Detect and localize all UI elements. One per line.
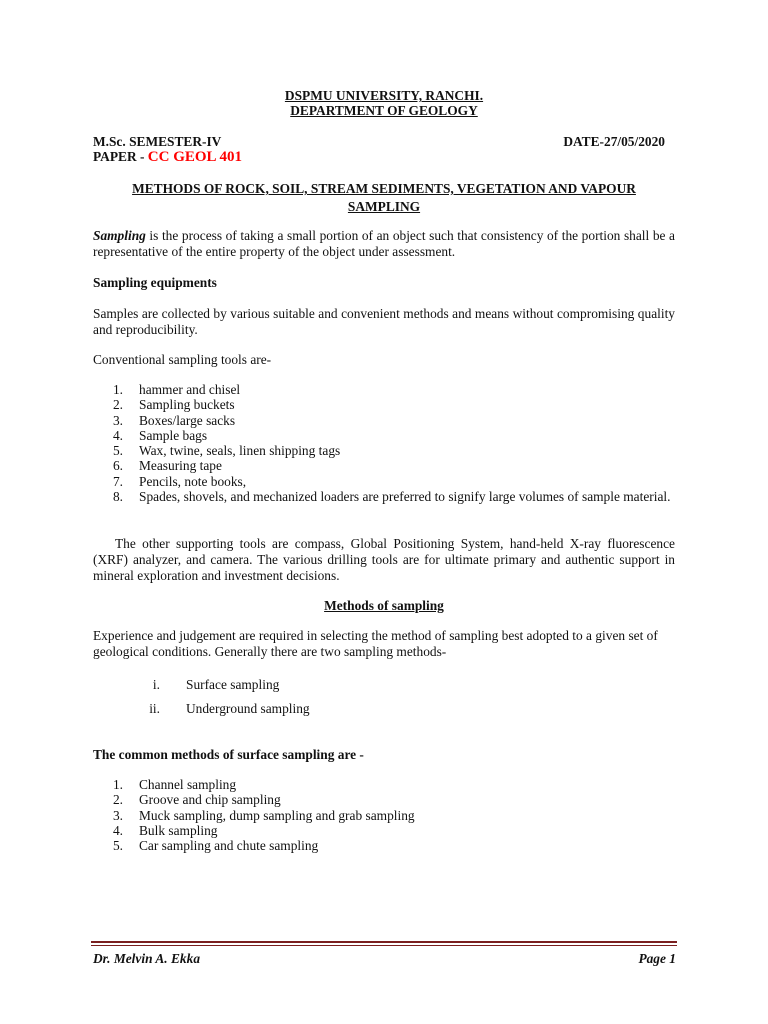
list-item: 5. Car sampling and chute sampling [112,838,319,854]
equipment-paragraph: Samples are collected by various suitable and convenient methods and means without compromising quality and reproducibility. [93,306,675,337]
other-tools-paragraph: The other supporting tools are compass, Global Positioning System, hand-held X-ray fluorescence (XRF) analyzer, and camera. The various drilling tools are for ultimate primary and authentic support in mineral exploration and investment decisions. [93,536,675,583]
document-title-line2: SAMPLING [347,199,421,214]
tools-list [93,382,675,504]
semester-label: M.Sc. SEMESTER-IV [93,134,222,149]
list-item: 4. Sample bags [112,427,208,443]
list-item: 1. hammer and chisel [112,382,241,397]
surface-methods-heading: The common methods of surface sampling are - [93,747,364,762]
surface-methods-list [93,777,675,853]
list-item: 5. Wax, twine, seals, linen shipping tags [112,443,341,459]
list-item: 6. Measuring tape [112,458,222,474]
footer-rule-thin [91,945,677,946]
tools-intro: Conventional sampling tools are- [93,352,272,367]
intro-text: is the process of taking a small portion of an object such that consistency of the portion shall be a representative of the entire property of the object under assessment. [93,228,675,259]
date-label: DATE-27/05/2020 [563,134,665,149]
list-item: 3. Muck sampling, dump sampling and grab sampling [112,807,415,823]
list-item: 4. Bulk sampling [112,822,218,838]
department-name: DEPARTMENT OF GEOLOGY [290,103,478,118]
intro-term: Sampling [93,228,146,243]
document-title-line1: METHODS OF ROCK, SOIL, STREAM SEDIMENTS, VEGETATION AND VAPOUR [132,181,636,196]
list-item: 3. Boxes/large sacks [112,412,236,428]
list-item: 1. Channel sampling [112,777,237,792]
intro-paragraph [93,228,675,260]
paper-prefix: PAPER - [93,149,148,164]
list-item: 2. Groove and chip sampling [112,792,281,808]
paper-code: CC GEOL 401 [147,149,242,165]
equipment-heading: Sampling equipments [93,275,217,290]
list-item: 7. Pencils, note books, [112,473,247,489]
list-item: 2. Sampling buckets [112,397,235,413]
paper-label [93,149,242,166]
list-item: 8. Spades, shovels, and mechanized loaders are preferred to signify large volumes of sample material. [112,489,671,505]
footer-author: Dr. Melvin A. Ekka [93,951,201,966]
methods-heading: Methods of sampling [324,598,444,613]
methods-paragraph: Experience and judgement are required in selecting the method of sampling best adopted to a given set of geological conditions. Generally there are two sampling methods- [93,628,658,659]
university-name: DSPMU UNIVERSITY, RANCHI. [284,88,484,103]
document-page: DSPMU UNIVERSITY, RANCHI. DEPARTMENT OF GEOLOGY M.Sc. SEMESTER-IV DATE-27/05/2020 PAPER - CC GEOL 401 METHODS OF ROCK, SOIL, STREAM SEDIMENTS, VEGETATION AND VAPOUR SAMPLING Sampling is the process of taking a small portion of an object such that consistency of the portion shall be a representative of the entire property of the object under assessment. Sampling equipments Samples are collected by various suitable and convenient methods and means without compromising quality and reproducibility. Conventional sampling tools are- 1. hammer and chisel 2. Sampling buckets 3. Boxes/large sacks 4. Sample bags 5. Wax, twine, seals, linen shipping tags 6. Measuring tape 7. Pencils, note books, 8. Spades, shovels, and mechanized loaders are preferred to signify large volumes of sample material. The other supporting tools are compass, Global Positioning System, hand-held X-ray fluorescence (XRF) analyzer, and camera. The various drilling tools are for ultimate primary and authentic support in mineral exploration and investment decisions. Methods of sampling Experience and judgement are required in selecting the method of sampling best adopted to a given set of geological conditions. Generally there are two sampling methods- i. Surface sampling ii. Underground sampling The common methods of surface sampling are - 1. Channel sampling 2. Groove and chip sampling 3. Muck sampling, dump sampling and grab sampling 4. Bulk sampling 5. Car sampling and chute sampling Dr. Melvin A. Ekka Page 1 [93,88,676,966]
footer-rule-thick [91,941,677,943]
footer-page-number: Page 1 [638,951,676,966]
